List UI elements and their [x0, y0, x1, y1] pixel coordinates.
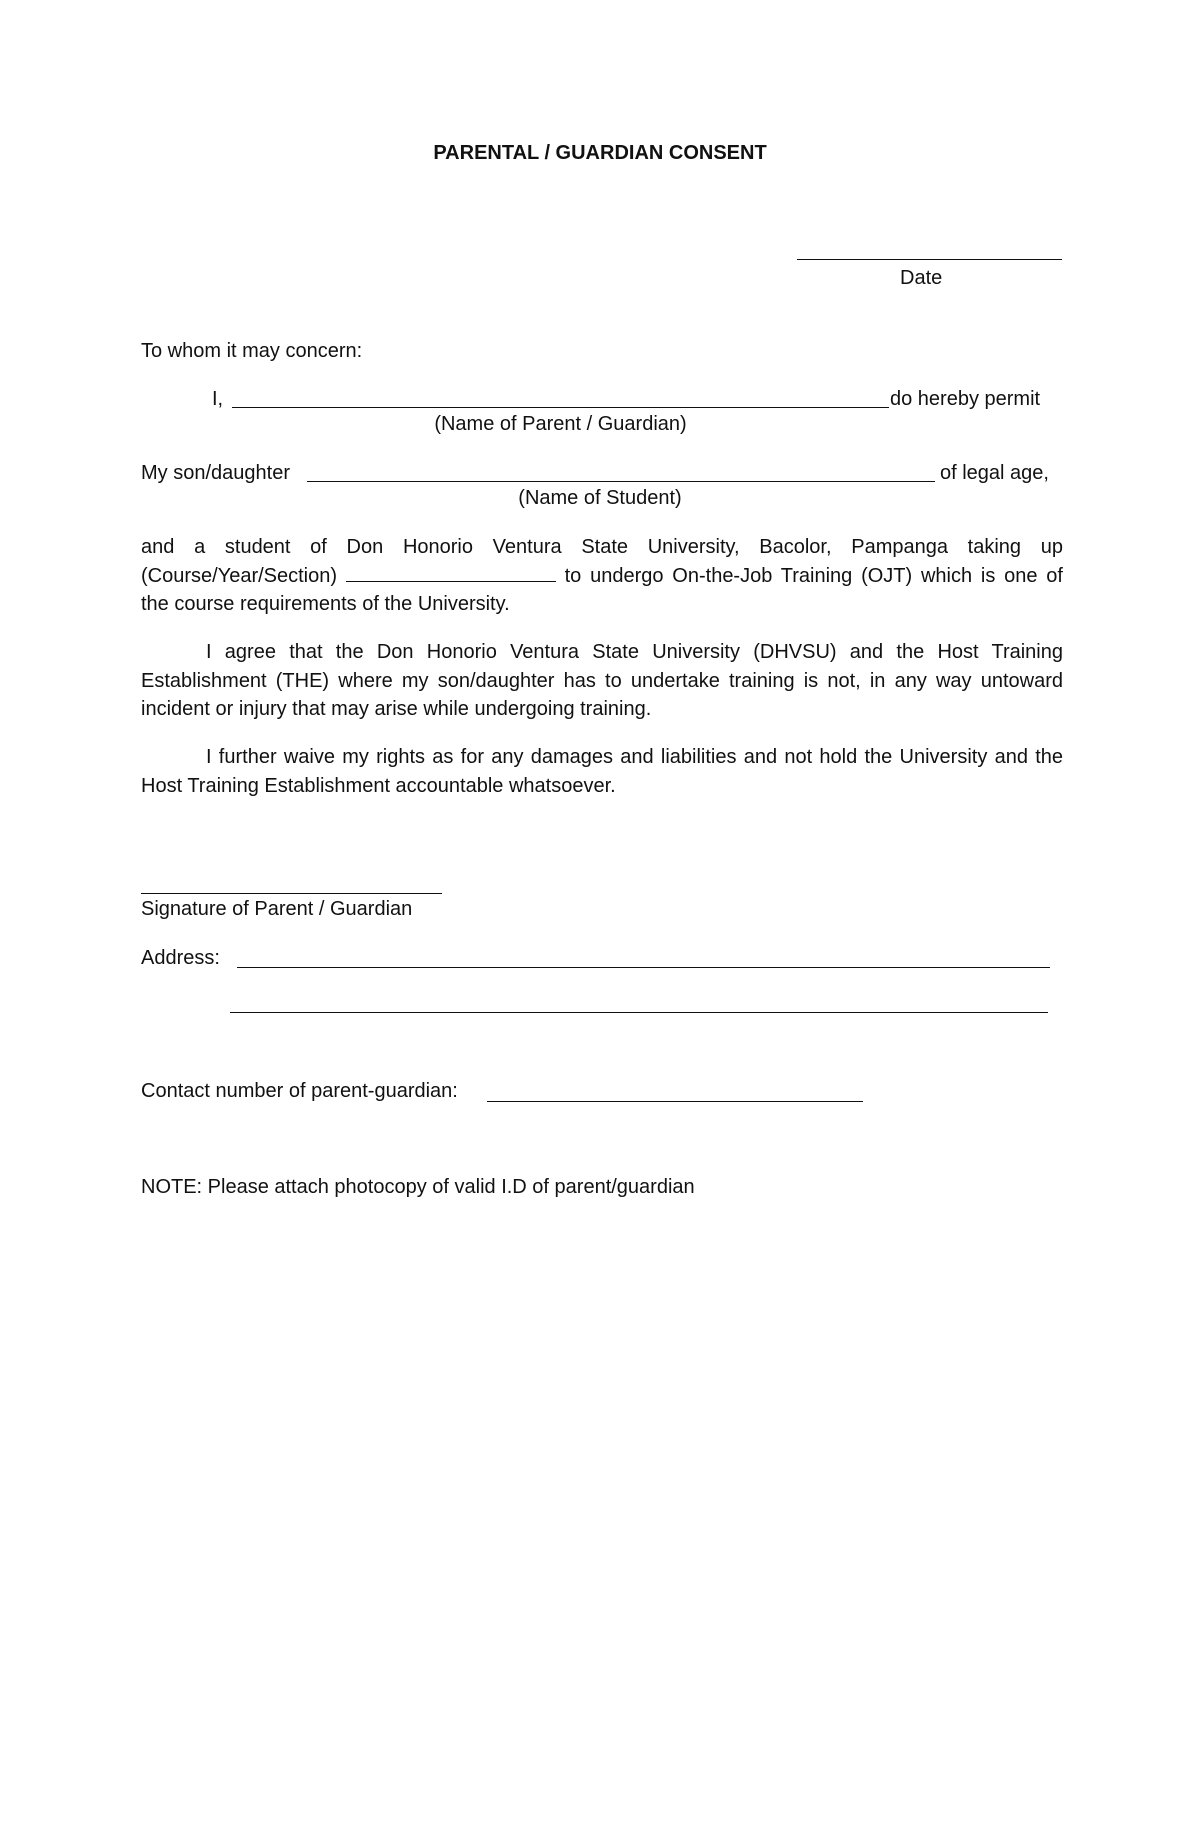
- address-label: Address:: [141, 947, 220, 969]
- date-label: Date: [900, 267, 943, 289]
- contact-label: Contact number of parent-guardian:: [141, 1080, 458, 1102]
- parent-name-caption: (Name of Parent / Guardian): [434, 413, 687, 435]
- paragraph-waiver-text: I further waive my rights as for any damages and liabilities and not hold the University and the Host Training Establishment accountable whatsoever.: [141, 746, 1063, 797]
- paragraph-enrollment-text-b: to undergo On-the-Job Training (OJT) which is one of the course requirements of the University.: [141, 564, 1063, 615]
- student-line-suffix: of legal age,: [940, 462, 1049, 484]
- parent-line-prefix: I,: [212, 388, 224, 410]
- paragraph-waiver: [141, 743, 1063, 800]
- address-blank-line-1[interactable]: [237, 967, 1050, 968]
- paragraph-agreement-text: I agree that the Don Honorio Ventura State University (DHVSU) and the Host Training Establishment (THE) where my son/daughter has to undertake training is not, in any way untoward incident or injury that may arise while undergoing training.: [141, 641, 1063, 720]
- signature-blank[interactable]: [141, 893, 442, 894]
- parent-line-suffix: do hereby permit: [890, 388, 1041, 410]
- paragraph-enrollment: [141, 533, 1063, 619]
- address-blank-line-2[interactable]: [230, 1012, 1048, 1013]
- contact-number-blank[interactable]: [487, 1101, 863, 1102]
- parent-name-blank[interactable]: [232, 407, 889, 408]
- note: NOTE: Please attach photocopy of valid I.D of parent/guardian: [141, 1176, 695, 1198]
- salutation: To whom it may concern:: [141, 340, 363, 362]
- signature-label: Signature of Parent / Guardian: [141, 898, 413, 920]
- student-line-prefix: My son/daughter: [141, 462, 290, 484]
- document-title: PARENTAL / GUARDIAN CONSENT: [433, 142, 767, 164]
- course-year-section-blank[interactable]: [346, 563, 556, 582]
- paragraph-enrollment-text-a: and a student of Don Honorio Ventura State University, Bacolor, Pampanga taking up (Course/Year/Section): [141, 536, 1063, 587]
- student-name-blank[interactable]: [307, 481, 935, 482]
- student-name-caption: (Name of Student): [518, 487, 682, 509]
- date-blank[interactable]: [797, 259, 1062, 260]
- paragraph-agreement: [141, 638, 1063, 724]
